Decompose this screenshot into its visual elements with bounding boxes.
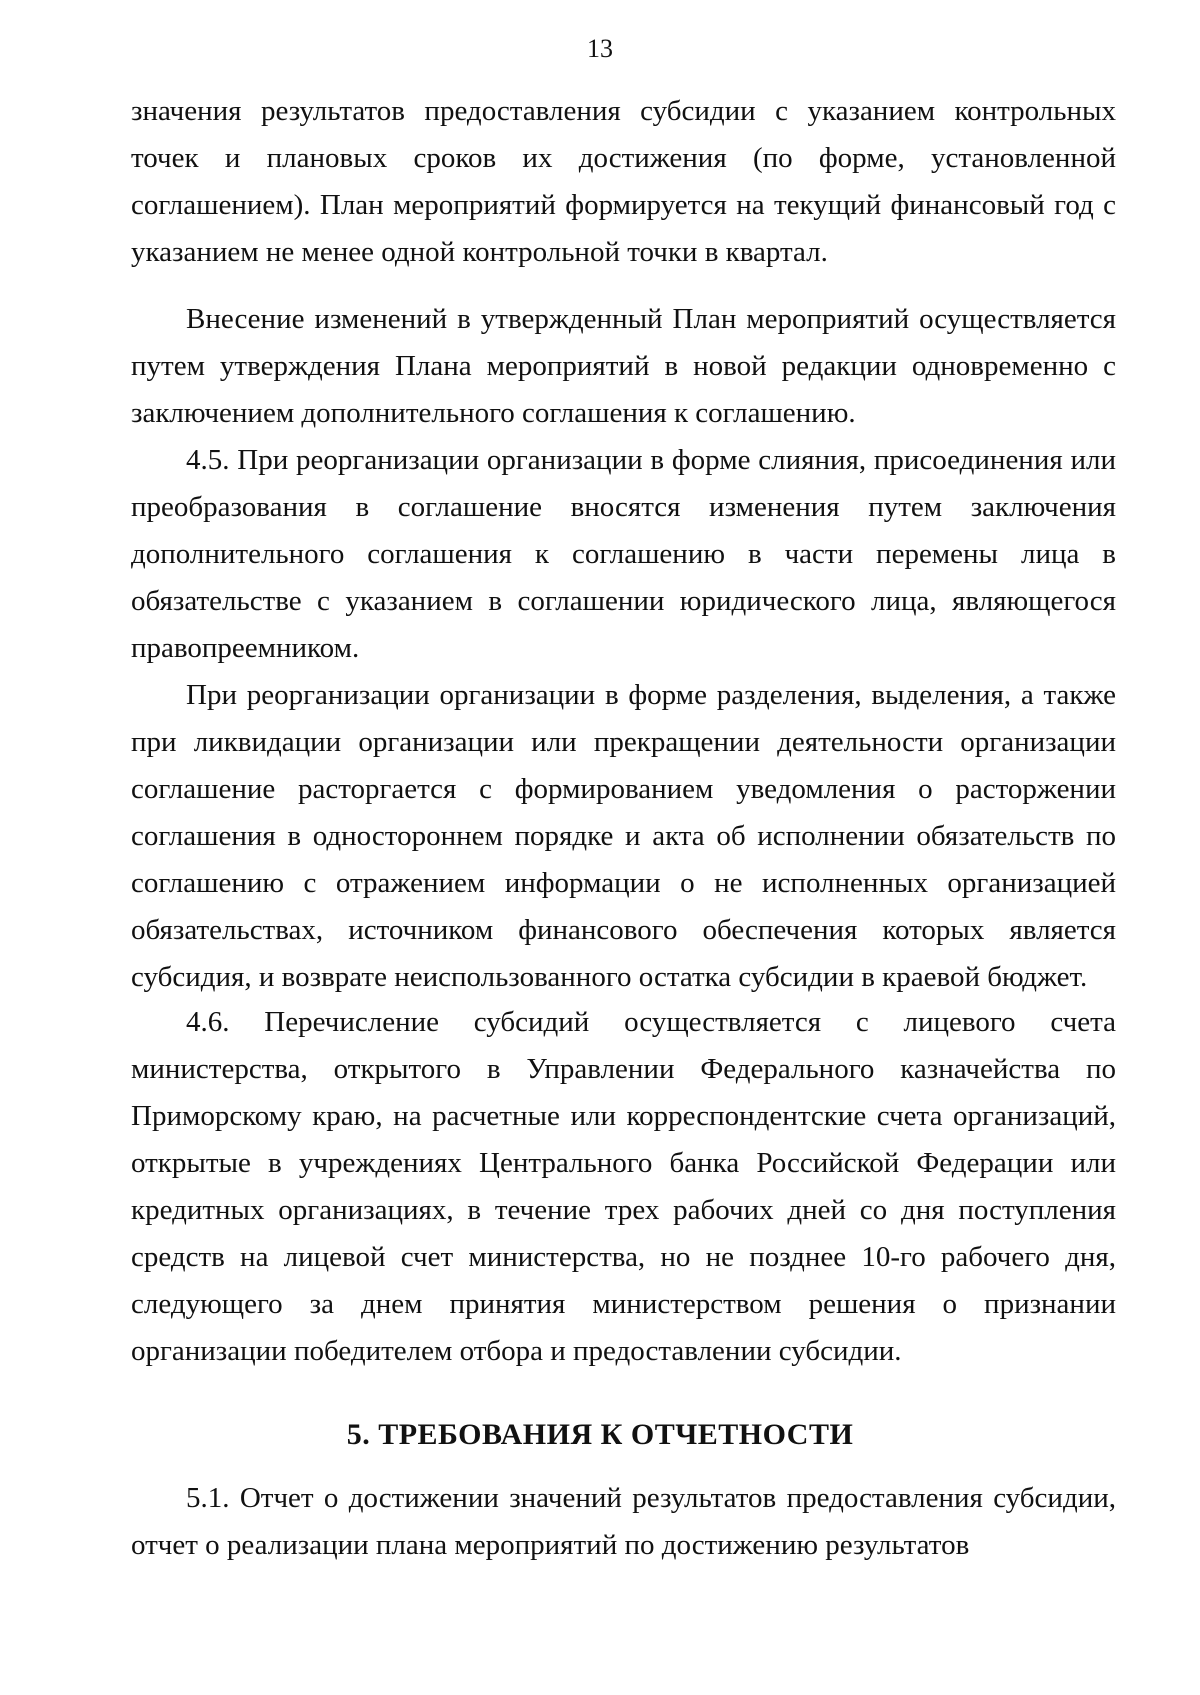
paragraph-4-6-transfer: 4.6. Перечисление субсидий осуществляется с лицевого счета министерства, открытого в Управлении Федерального казначейства по Приморскому краю, на расчетные или корреспондентские счета организаций, открытые в учреждениях Центрального банка Российской Федерации или кредитных организациях, в течение трех рабочих дней со дня поступления средств на лицевой счет министерства, но не позднее 10-го рабочего дня, следующего за днем принятия министерством решения о признании организации победителем отбора и предоставлении субсидии. xyxy=(131,1006,1116,1367)
section-heading-reporting: 5. ТРЕБОВАНИЯ К ОТЧЕТНОСТИ xyxy=(346,1418,854,1451)
paragraph-reorganization-termination: При реорганизации организации в форме разделения, выделения, а также при ликвидации организации или прекращении деятельности организации соглашение расторгается с формированием уведомления о расторжении соглашения в одностороннем порядке и акта об исполнении обязательств по соглашению с отражением информации о не исполненных организацией обязательствах, источником финансового обеспечения которых является субсидия, и возврате неиспользованного остатка субсидии в краевой бюджет. xyxy=(131,679,1116,993)
paragraph-plan-amendment: Внесение изменений в утвержденный План мероприятий осуществляется путем утверждения Плана мероприятий в новой редакции одновременно с заключением дополнительного соглашения к соглашению. xyxy=(131,303,1116,429)
paragraph-5-1-report: 5.1. Отчет о достижении значений результатов предоставления субсидии, отчет о реализации плана мероприятий по достижению результатов xyxy=(131,1482,1116,1561)
page-number: 13 xyxy=(587,34,613,63)
paragraph-plan-continuation: значения результатов предоставления субсидии с указанием контрольных точек и плановых сроков их достижения (по форме, установленной соглашением). План мероприятий формируется на текущий финансовый год с указанием не менее одной контрольной точки в квартал. xyxy=(131,95,1116,268)
paragraph-4-5-reorganization: 4.5. При реорганизации организации в форме слияния, присоединения или преобразования в соглашение вносятся изменения путем заключения дополнительного соглашения к соглашению в части перемены лица в обязательстве с указанием в соглашении юридического лица, являющегося правопреемником. xyxy=(131,444,1116,664)
